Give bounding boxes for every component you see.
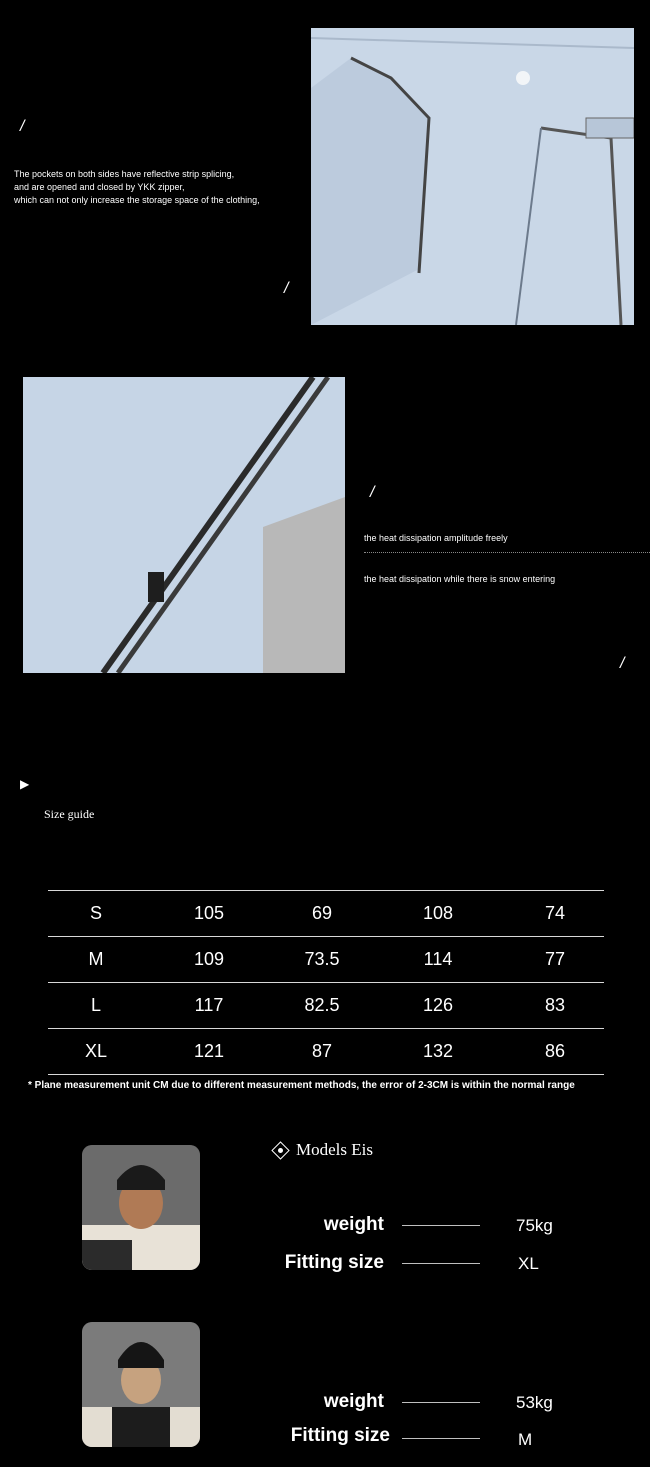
models-title: Models Eis — [296, 1140, 373, 1159]
model-1-fit-value: XL — [518, 1254, 539, 1273]
table-cell: 73.5 — [304, 949, 340, 969]
table-cell: 109 — [193, 949, 225, 969]
table-cell: 83 — [544, 995, 566, 1015]
models-header — [274, 1140, 373, 1160]
table-cell: 87 — [311, 1041, 333, 1061]
table-cell: 86 — [544, 1041, 566, 1061]
model-2-avatar — [82, 1322, 200, 1447]
vent-line-2: the heat dissipation while there is snow entering — [364, 574, 556, 584]
table-cell: XL — [84, 1041, 108, 1061]
diamond-icon — [271, 1141, 289, 1159]
table-cell: 117 — [194, 995, 224, 1015]
model-2-weight-value: 53kg — [516, 1393, 553, 1412]
table-cell: M — [88, 949, 104, 969]
table-cell: 74 — [544, 903, 566, 923]
table-cell: 82.5 — [304, 995, 340, 1015]
table-cell: S — [89, 903, 102, 923]
zipper-photo — [23, 377, 345, 673]
divider — [402, 1225, 480, 1226]
decor-slash: / — [370, 484, 375, 501]
model-2-fit-label: Fitting size — [290, 1425, 390, 1446]
table-cell: 114 — [423, 949, 453, 969]
model-1-photo — [82, 1145, 200, 1270]
table-cell: L — [90, 995, 101, 1015]
table-row — [48, 890, 604, 936]
vent-line-1: the heat dissipation amplitude freely — [364, 533, 508, 543]
model-1-weight-value: 75kg — [516, 1216, 553, 1235]
decor-slash: / — [620, 655, 625, 672]
model-1-avatar — [82, 1145, 200, 1270]
measurement-note: * Plane measurement unit CM due to different measurement methods, the error of 2-3CM is within the normal range — [28, 1080, 575, 1091]
divider — [402, 1402, 480, 1403]
model-2-weight-label: weight — [323, 1391, 384, 1412]
table-cell: 121 — [193, 1041, 225, 1061]
table-cell: 105 — [193, 903, 225, 923]
table-cell: 132 — [422, 1041, 454, 1061]
pocket-description — [14, 168, 314, 207]
table-row — [48, 1028, 604, 1075]
play-arrow-icon: ▶ — [20, 777, 30, 791]
size-table — [48, 890, 604, 1075]
divider — [364, 552, 650, 559]
table-row — [48, 982, 604, 1028]
table-cell: 69 — [311, 903, 333, 923]
decor-slash: / — [20, 118, 25, 135]
model-1-weight-label: weight — [323, 1214, 384, 1235]
pants-zipper-image — [23, 377, 345, 673]
pocket-line: and are opened and closed by YKK zipper, — [14, 182, 185, 192]
size-guide-title: Size guide — [44, 807, 95, 821]
pants-pocket-image — [311, 28, 634, 325]
divider — [402, 1263, 480, 1264]
model-1-fit-label: Fitting size — [284, 1252, 384, 1273]
model-2-photo — [82, 1322, 200, 1447]
pocket-line: which can not only increase the storage space of the clothing, — [14, 195, 260, 205]
model-2-fit-value: M — [518, 1430, 533, 1449]
table-cell: 126 — [422, 995, 454, 1015]
table-row — [48, 936, 604, 982]
table-cell: 108 — [422, 903, 454, 923]
pocket-line: The pockets on both sides have reflective strip splicing, — [14, 169, 235, 179]
divider — [402, 1438, 480, 1439]
decor-slash: / — [284, 280, 289, 297]
pocket-photo — [311, 28, 634, 325]
table-cell: 77 — [544, 949, 566, 969]
